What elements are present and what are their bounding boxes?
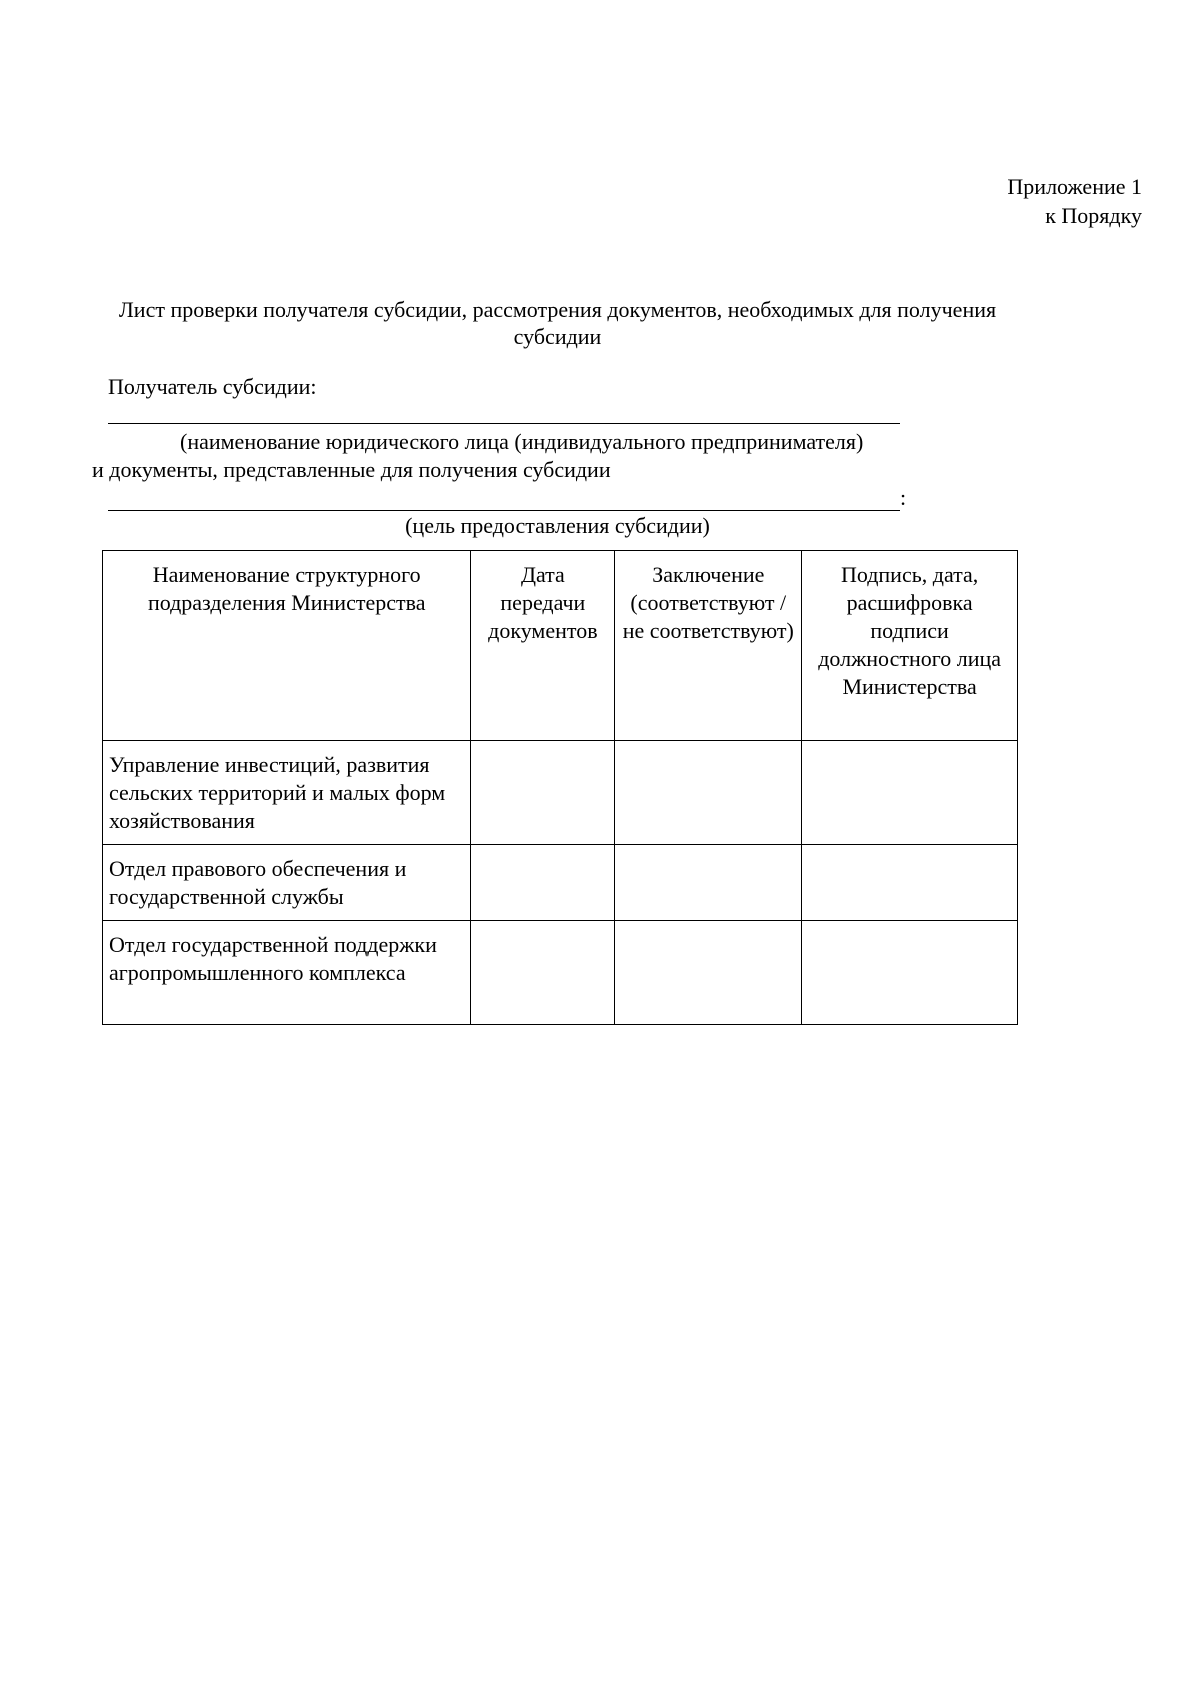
header-signature: Подпись, дата, расшифровка подписи должностного лица Министерства (802, 551, 1018, 741)
recipient-hint: (наименование юридического лица (индивидуального предпринимателя) (180, 429, 864, 454)
annex-number: Приложение 1 (1007, 174, 1142, 199)
date-cell (471, 921, 615, 1025)
header-transfer-date: Дата передачи документов (471, 551, 615, 741)
table-row (103, 921, 1018, 1025)
table-row (103, 845, 1018, 921)
signature-cell (802, 741, 1018, 845)
recipient-name-line (108, 423, 900, 424)
purpose-colon: : (900, 485, 907, 510)
annex-order-ref: к Порядку (1045, 203, 1142, 228)
recipient-label: Получатель субсидии: (108, 374, 317, 399)
header-department: Наименование структурного подразделения Министерства (103, 551, 471, 741)
document-title: Лист проверки получателя субсидии, рассмотрения документов, необходимых для получения субсидии (118, 297, 997, 349)
documents-line: и документы, представленные для получения субсидии (92, 457, 611, 482)
signature-cell (802, 921, 1018, 1025)
table-header-row (103, 551, 1018, 741)
conclusion-cell (615, 921, 802, 1025)
department-cell: Отдел правового обеспечения и государственной службы (103, 845, 471, 921)
purpose-hint: (цель предоставления субсидии) (405, 513, 710, 538)
department-cell: Отдел государственной поддержки агропромышленного комплекса (103, 921, 471, 1025)
conclusion-cell (615, 741, 802, 845)
department-cell: Управление инвестиций, развития сельских территорий и малых форм хозяйствования (103, 741, 471, 845)
annex-reference (1007, 172, 1142, 230)
table-row (103, 741, 1018, 845)
checklist-table (102, 550, 1018, 1025)
signature-cell (802, 845, 1018, 921)
header-conclusion: Заключение (соответствуют / не соответствуют) (615, 551, 802, 741)
date-cell (471, 741, 615, 845)
date-cell (471, 845, 615, 921)
conclusion-cell (615, 845, 802, 921)
purpose-line (108, 510, 900, 511)
